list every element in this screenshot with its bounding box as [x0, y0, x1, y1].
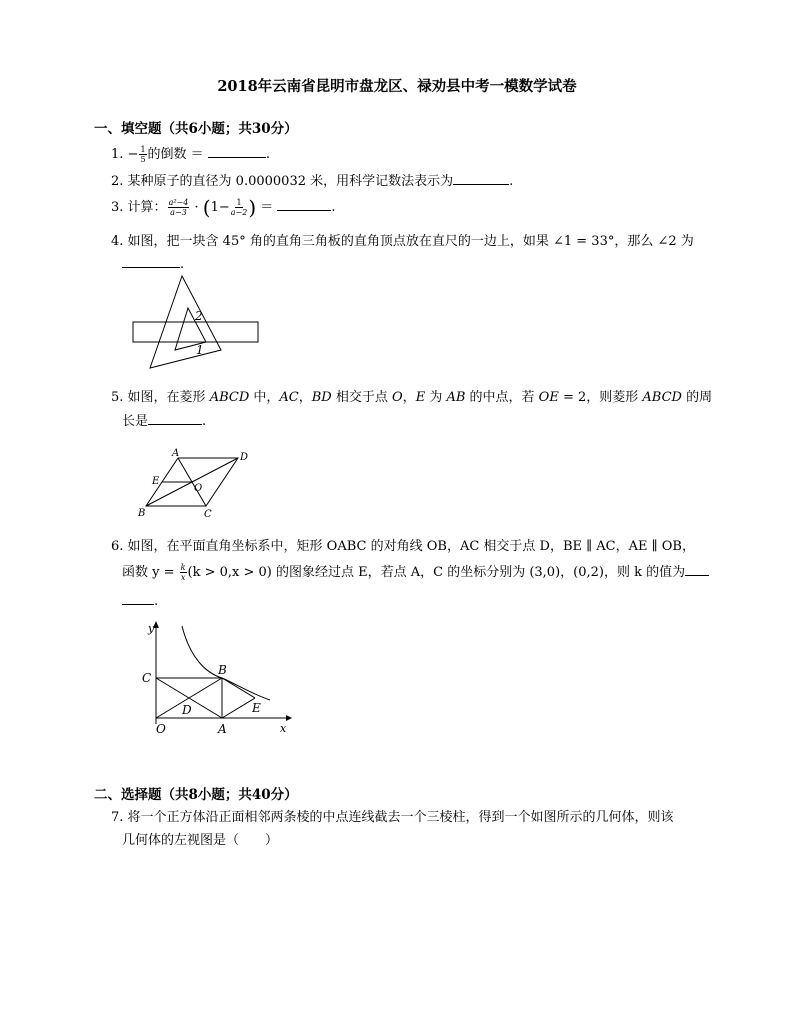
point-label-o: O [156, 722, 166, 736]
point-label-e: E [252, 701, 261, 715]
period: . [509, 174, 514, 189]
answer-blank[interactable] [685, 563, 709, 576]
fraction-denominator: 5 [140, 155, 146, 164]
answer-blank[interactable] [148, 412, 202, 425]
math: BD [311, 390, 332, 405]
fraction-denominator: a−3 [170, 208, 187, 217]
question-number: 3. [111, 200, 124, 215]
period: . [180, 257, 185, 272]
question-text: 如图，在平面直角坐标系中，矩形 OABC 的对角线 OB，AC 相交于点 D，BE ∥ AC，AE ∥ OB， [127, 539, 695, 554]
math: E [415, 390, 426, 405]
question-text: 长是 [122, 414, 149, 429]
axis-label-y: y [148, 622, 155, 635]
point-label-e: E [152, 476, 160, 487]
text: 相交于点 [331, 390, 392, 405]
question-7 [111, 809, 674, 827]
question-6-line2 [122, 563, 709, 582]
question-7-line2 [122, 832, 278, 850]
answer-blank[interactable] [453, 172, 509, 185]
question-3 [111, 195, 336, 220]
question-text: 某种原子的直径为 0.0000032 米，用科学记数法表示为 [127, 174, 454, 189]
question-6-line3 [122, 592, 158, 611]
text: 的中点，若 [465, 390, 539, 405]
point-label-c: C [204, 509, 212, 520]
question-number: 2. [111, 174, 124, 189]
text: = 2，则菱形 [558, 390, 643, 405]
question-6 [111, 538, 695, 556]
fraction-denominator: a−2 [230, 208, 248, 217]
angle-label-1: 1 [196, 343, 204, 357]
question-number: 4. [111, 234, 124, 249]
fraction-numerator: a²−4 [168, 198, 189, 207]
math: AC [279, 390, 299, 405]
text: 中， [249, 390, 280, 405]
multiply-dot: · [194, 200, 199, 215]
question-5 [111, 389, 712, 407]
question-text: 几何体的左视图是（ ） [122, 833, 279, 848]
question-text: (k > 0,x > 0) 的图象经过点 E，若点 A，C 的坐标分别为 (3,0)，(0,2)，则 k 的值为 [187, 565, 686, 580]
fraction-numerator: 1 [140, 145, 146, 154]
question-text: 将一个正方体沿正面相邻两条棱的中点连线截去一个三棱柱，得到一个如图所示的几何体，则该 [127, 810, 674, 825]
period: . [265, 147, 270, 162]
figure-triangle-ruler [132, 274, 260, 374]
x-axis-arrow [286, 715, 292, 721]
answer-blank[interactable] [208, 145, 266, 158]
segment-be [222, 678, 255, 698]
axis-label-x: x [280, 722, 287, 735]
ruler [133, 322, 258, 342]
math: O [392, 390, 403, 405]
point-label-o: O [194, 483, 203, 494]
left-paren: ( [202, 195, 211, 220]
fraction-numerator: k [180, 563, 186, 572]
question-number: 7. [111, 810, 124, 825]
point-label-b: B [218, 663, 227, 677]
question-4 [111, 233, 694, 251]
question-text: 函数 y = [122, 565, 179, 580]
text: 的周 [681, 390, 713, 405]
page-title: 2018年云南省昆明市盘龙区、禄劝县中考一模数学试卷 [217, 78, 577, 95]
question-number: 5. [111, 390, 124, 405]
question-number: 6. [111, 539, 124, 554]
figure-rhombus [134, 446, 256, 522]
fraction [231, 198, 248, 217]
text: ， [402, 390, 416, 405]
expression: 1− [210, 200, 230, 215]
math: OE [538, 390, 559, 405]
figure-coordinate-rectangle [140, 618, 292, 740]
question-number: 1. [111, 147, 124, 162]
question-text: 如图，把一块含 45° 角的直角三角板的直角顶点放在直尺的一边上，如果 ∠1 = 33°，那么 ∠2 为 [127, 234, 694, 249]
point-label-b: B [138, 508, 146, 519]
question-text: 的倒数 ＝ [147, 147, 204, 162]
equals-sign: ＝ [260, 200, 274, 215]
text: 如图，在菱形 [127, 390, 210, 405]
point-label-c: C [142, 671, 152, 685]
point-label-a: A [218, 722, 227, 736]
point-label-d: D [240, 452, 249, 463]
fraction-denominator: x [180, 573, 186, 582]
math: ABCD [642, 390, 682, 405]
answer-blank[interactable] [122, 255, 180, 268]
question-1 [111, 145, 270, 164]
angle-label-2: 2 [195, 309, 203, 323]
period: . [202, 414, 207, 429]
section-heading-multiple-choice: 二、选择题（共8小题；共40分） [94, 787, 298, 803]
point-label-d: D [182, 703, 192, 717]
question-text: 计算： [127, 200, 167, 215]
text: 为 [425, 390, 447, 405]
answer-blank-continued[interactable] [122, 592, 154, 605]
fraction-numerator: 1 [236, 198, 242, 207]
right-paren: ) [248, 195, 257, 220]
section-heading-fill-in: 一、填空题（共6小题；共30分） [94, 121, 298, 137]
fraction [168, 198, 190, 217]
math: AB [446, 390, 466, 405]
period: . [331, 200, 336, 215]
text: ， [298, 390, 312, 405]
question-2 [111, 172, 513, 191]
question-4-line2 [122, 255, 184, 274]
math: ABCD [209, 390, 250, 405]
point-label-a: A [172, 448, 180, 459]
question-5-line2 [122, 412, 206, 431]
minus-sign: − [127, 147, 139, 162]
answer-blank[interactable] [277, 198, 331, 211]
fraction [180, 563, 187, 582]
period: . [154, 594, 159, 609]
fraction [139, 145, 146, 164]
segment-ae [222, 698, 255, 718]
